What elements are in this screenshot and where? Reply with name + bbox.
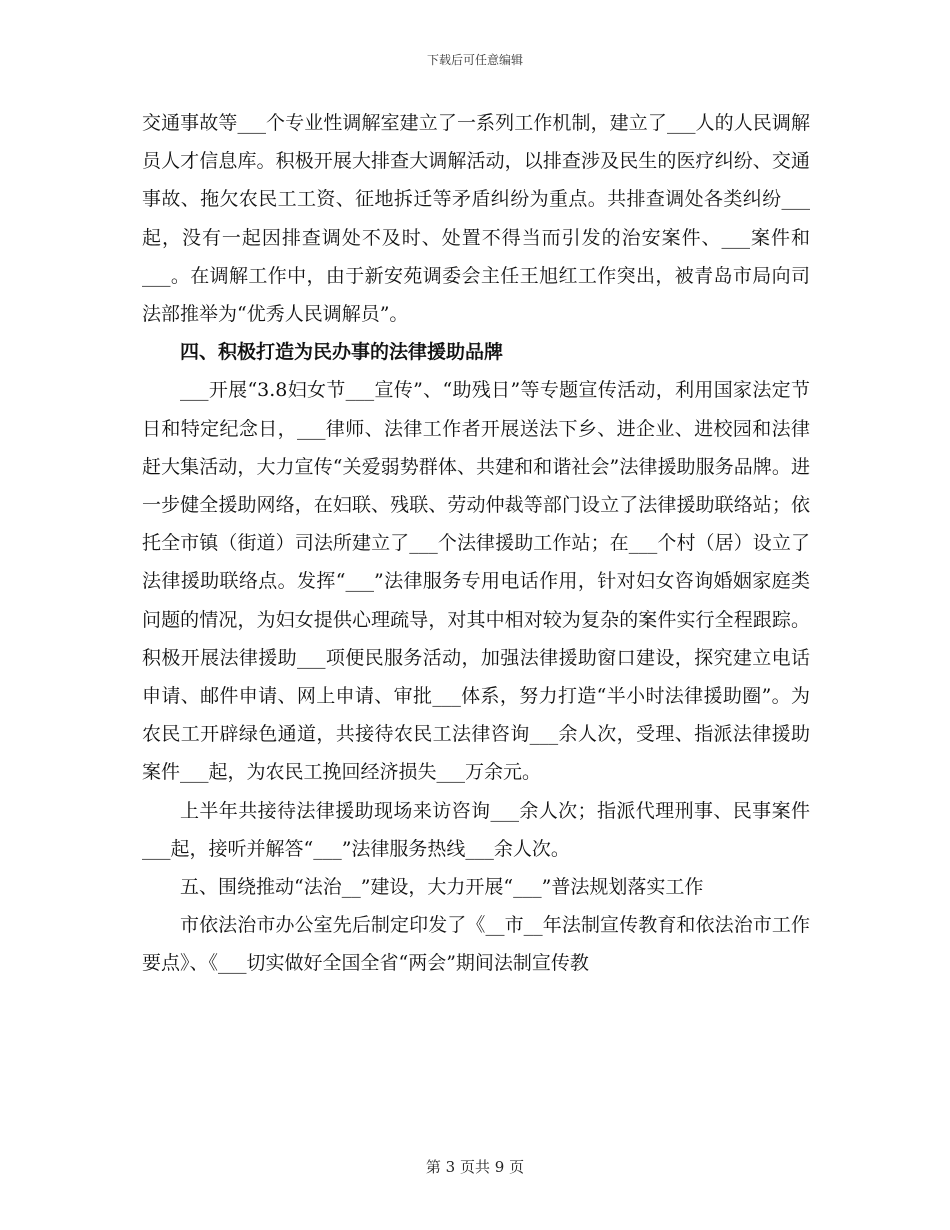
section-heading-rule-of-law: 五、围绕推动“法治__”建设，大力开展“___”普法规划落实工作 (180, 876, 704, 899)
paragraph-mediation-continued: 交通事故等___个专业性调解室建立了一系列工作机制，建立了___人的人民调解员人才信息库。积极开展大排查大调解活动，以排查涉及民生的医疗纠纷、交通事故、拖欠农民工工资、征地拆迁等矛盾纠纷为重点。共排查调处各类纠纷___起，没有一起因排查调处不及时、处置不得当而引发的治安案件、___案件和___。在调解工作中，由于新安苑调委会主任王旭红工作突出，被青岛市局向司法部推举为“优秀人民调解员”。 (142, 112, 810, 326)
paragraph-rule-of-law: 市依法治市办公室先后制定印发了《__市__年法制宣传教育和依法治市工作要点》、《___切实做好全国全省“两会”期间法制宣传教 (142, 914, 810, 975)
page-footer: 第 3 页共 9 页 (425, 1158, 525, 1176)
paragraph-legal-aid: ___开展“3.8妇女节___宣传”、“助残日”等专题宣传活动，利用国家法定节日和特定纪念日，___律师、法律工作者开展送法下乡、进企业、进校园和法律赶大集活动，大力宣传“关爱弱势群体、共建和和谐社会”法律援助服务品牌。进一步健全援助网络，在妇联、残联、劳动仲裁等部门设立了法律援助联络站；依托全市镇（街道）司法所建立了___个法律援助工作站；在___个村（居）设立了法律援助联络点。发挥“___”法律服务专用电话作用，针对妇女咨询婚姻家庭类问题的情况，为妇女提供心理疏导，对其中相对较为复杂的案件实行全程跟踪。积极开展法律援助___项便民服务活动，加强法律援助窗口建设，探究建立电话申请、邮件申请、网上申请、审批___体系，努力打造“半小时法律援助圈”。为农民工开辟绿色通道，共接待农民工法律咨询___余人次，受理、指派法律援助案件___起，为农民工挽回经济损失___万余元。 (142, 379, 810, 784)
document-body (142, 104, 810, 983)
page-header: 下载后可任意编辑 (426, 53, 523, 67)
section-heading-legal-aid: 四、积极打造为民办事的法律援助品牌 (180, 341, 504, 364)
paragraph-half-year-stats: 上半年共接待法律援助现场来访咨询___余人次；指派代理刑事、民事案件___起，接听并解答“___”法律服务热线___余人次。 (142, 799, 810, 860)
